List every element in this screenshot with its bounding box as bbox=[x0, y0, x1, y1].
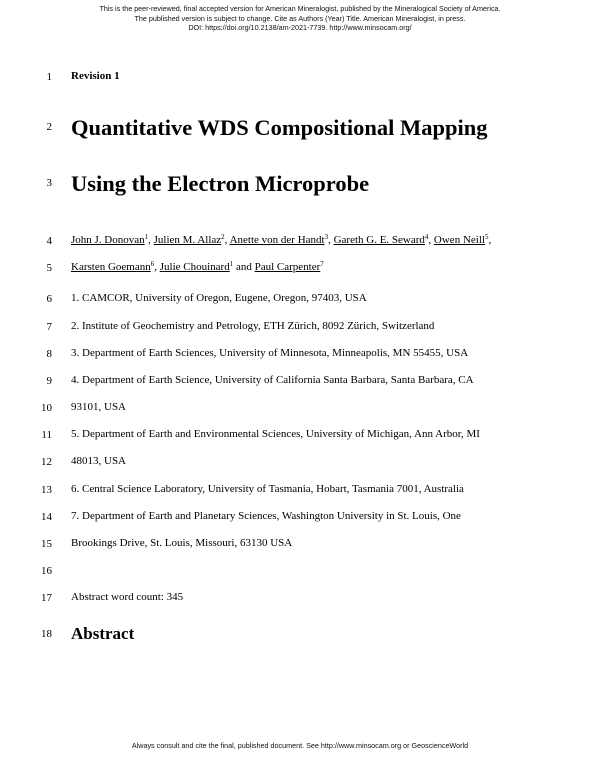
affiliation-mark: 4 bbox=[424, 233, 429, 241]
author-name: Karsten Goemann bbox=[71, 261, 151, 273]
affiliation-7: 7. Department of Earth and Planetary Sciences, Washington University in St. Louis, One bbox=[71, 510, 461, 522]
line-number: 1 bbox=[46, 71, 52, 83]
separator: , bbox=[154, 261, 160, 273]
affiliation-7-cont: Brookings Drive, St. Louis, Missouri, 63130 USA bbox=[71, 537, 293, 549]
abstract-heading: Abstract bbox=[71, 624, 135, 643]
line-number: 11 bbox=[41, 429, 52, 441]
line-number: 8 bbox=[46, 348, 52, 360]
affiliation-mark: 5 bbox=[484, 233, 489, 241]
affiliation-mark: 7 bbox=[320, 260, 324, 268]
line-number: 5 bbox=[46, 262, 52, 274]
paper-title-line2: Using the Electron Microprobe bbox=[71, 171, 370, 196]
header-line: This is the peer-reviewed, final accepted version for American Mineralogist, published by the Mineralogical Society of America. bbox=[99, 4, 501, 13]
separator: , bbox=[488, 234, 492, 246]
affiliation-mark: 3 bbox=[324, 233, 329, 241]
revision-label: Revision 1 bbox=[71, 70, 120, 82]
author-name: Paul Carpenter bbox=[254, 261, 321, 273]
affiliation-6: 6. Central Science Laboratory, University of Tasmania, Hobart, Tasmania 7001, Australia bbox=[71, 483, 464, 495]
separator: , bbox=[428, 234, 434, 246]
affiliation-1: 1. CAMCOR, University of Oregon, Eugene, Oregon, 97403, USA bbox=[71, 292, 367, 304]
affiliation-5-cont: 48013, USA bbox=[71, 455, 127, 467]
page-footer: Always consult and cite the final, published document. See http://www.minsocam.org or GeoscienceWorld bbox=[131, 741, 469, 750]
affiliation-4: 4. Department of Earth Science, University of California Santa Barbara, Santa Barbara, CA bbox=[71, 374, 474, 386]
affiliation-mark: 2 bbox=[221, 233, 225, 241]
separator: , bbox=[328, 234, 334, 246]
line-number: 4 bbox=[46, 235, 52, 247]
header-line: DOI: https://doi.org/10.2138/am-2021-7739. http://www.minsocam.org/ bbox=[188, 23, 412, 32]
journal-header bbox=[0, 4, 600, 33]
line-number: 10 bbox=[41, 402, 52, 414]
line-number: 14 bbox=[41, 511, 52, 523]
line-number: 2 bbox=[46, 121, 52, 133]
separator: , bbox=[148, 234, 154, 246]
author-name: Owen Neill bbox=[433, 234, 485, 246]
line-number: 16 bbox=[41, 565, 52, 577]
author-list-line1 bbox=[71, 234, 491, 247]
line-number: 12 bbox=[41, 456, 52, 468]
separator: , bbox=[224, 234, 230, 246]
line-number: 9 bbox=[46, 375, 52, 387]
affiliation-4-cont: 93101, USA bbox=[71, 401, 127, 413]
affiliation-mark: 1 bbox=[229, 260, 234, 268]
author-name: Gareth G. E. Seward bbox=[333, 234, 425, 246]
author-list-line2 bbox=[71, 261, 324, 274]
line-number: 13 bbox=[41, 484, 52, 496]
line-number: 15 bbox=[41, 538, 52, 550]
line-number: 18 bbox=[41, 628, 52, 640]
abstract-word-count: Abstract word count: 345 bbox=[71, 591, 184, 603]
affiliation-mark: 1 bbox=[144, 233, 149, 241]
separator: and bbox=[233, 261, 255, 273]
author-name: Julien M. Allaz bbox=[153, 234, 222, 246]
affiliation-5: 5. Department of Earth and Environmental Sciences, University of Michigan, Ann Arbor, MI bbox=[71, 428, 480, 440]
paper-title-line1: Quantitative WDS Compositional Mapping bbox=[71, 115, 488, 140]
line-number: 6 bbox=[46, 293, 52, 305]
line-number: 7 bbox=[46, 321, 52, 333]
author-name: Anette von der Handt bbox=[229, 234, 325, 246]
affiliation-2: 2. Institute of Geochemistry and Petrology, ETH Zürich, 8092 Zürich, Switzerland bbox=[71, 320, 435, 332]
header-line: The published version is subject to change. Cite as Authors (Year) Title. American Mineralogist, in press. bbox=[134, 13, 466, 23]
affiliation-mark: 6 bbox=[150, 260, 155, 268]
author-name: Julie Chouinard bbox=[159, 261, 230, 273]
line-number: 17 bbox=[41, 592, 52, 604]
line-number: 3 bbox=[46, 177, 52, 189]
author-name: John J. Donovan bbox=[71, 234, 145, 246]
affiliation-3: 3. Department of Earth Sciences, University of Minnesota, Minneapolis, MN 55455, USA bbox=[71, 347, 469, 359]
